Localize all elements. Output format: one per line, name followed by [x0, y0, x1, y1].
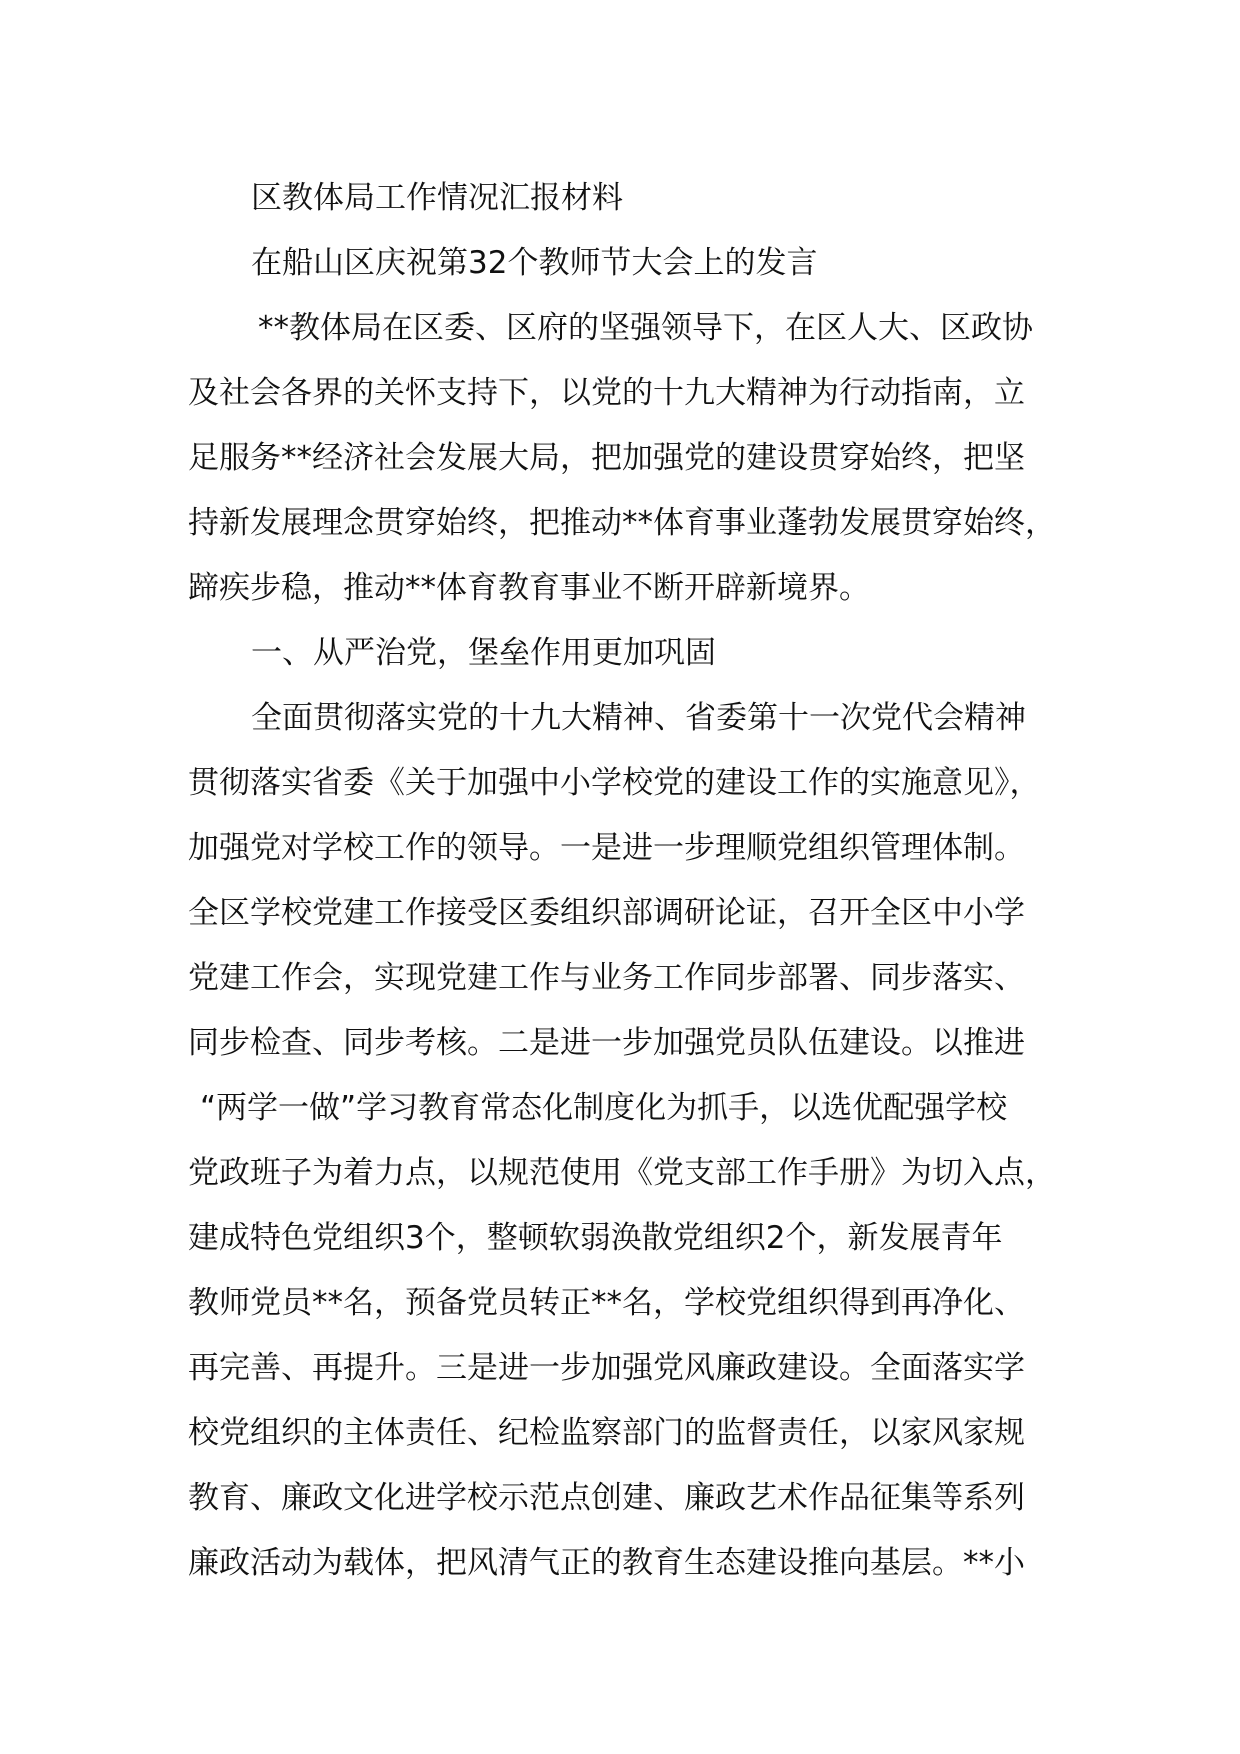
paragraph-line: 足服务**经济社会发展大局，把加强党的建设贯穿始终，把坚 [188, 440, 1025, 476]
paragraph-line: “两学一做”学习教育常态化制度化为抓手，以选优配强学校 [200, 1090, 1008, 1126]
paragraph-line: 加强党对学校工作的领导。一是进一步理顺党组织管理体制。 [188, 830, 1025, 866]
paragraph-line: 贯彻落实省委《关于加强中小学校党的建设工作的实施意见》， [188, 765, 1041, 801]
paragraph-line: 全区学校党建工作接受区委组织部调研论证，召开全区中小学 [188, 895, 1025, 931]
paragraph-line: 建成特色党组织3个，整顿软弱涣散党组织2个，新发展青年 [188, 1220, 1003, 1256]
section-heading: 一、从严治党，堡垒作用更加巩固 [251, 635, 716, 671]
paragraph-line: 党建工作会，实现党建工作与业务工作同步部署、同步落实、 [188, 960, 1025, 996]
paragraph-line: **教体局在区委、区府的坚强领导下，在区人大、区政协 [258, 310, 1033, 346]
document-subtitle: 在船山区庆祝第32个教师节大会上的发言 [251, 245, 818, 281]
document-title: 区教体局工作情况汇报材料 [251, 180, 623, 216]
paragraph-line: 校党组织的主体责任、纪检监察部门的监督责任，以家风家规 [188, 1415, 1025, 1451]
document-body [188, 166, 1088, 1596]
paragraph-line: 持新发展理念贯穿始终，把推动**体育事业蓬勃发展贯穿始终， [188, 505, 1056, 541]
paragraph-line: 教师党员**名，预备党员转正**名，学校党组织得到再净化、 [188, 1285, 1025, 1321]
paragraph-line: 廉政活动为载体，把风清气正的教育生态建设推向基层。**小 [188, 1545, 1025, 1581]
paragraph-line: 及社会各界的关怀支持下，以党的十九大精神为行动指南，立 [188, 375, 1025, 411]
paragraph-line: 教育、廉政文化进学校示范点创建、廉政艺术作品征集等系列 [188, 1480, 1025, 1516]
paragraph-line: 党政班子为着力点，以规范使用《党支部工作手册》为切入点， [188, 1155, 1056, 1191]
paragraph-line: 同步检查、同步考核。二是进一步加强党员队伍建设。以推进 [188, 1025, 1025, 1061]
paragraph-line: 全面贯彻落实党的十九大精神、省委第十一次党代会精神 [251, 700, 1026, 736]
paragraph-line: 再完善、再提升。三是进一步加强党风廉政建设。全面落实学 [188, 1350, 1025, 1386]
paragraph-line: 蹄疾步稳，推动**体育教育事业不断开辟新境界。 [188, 570, 870, 606]
